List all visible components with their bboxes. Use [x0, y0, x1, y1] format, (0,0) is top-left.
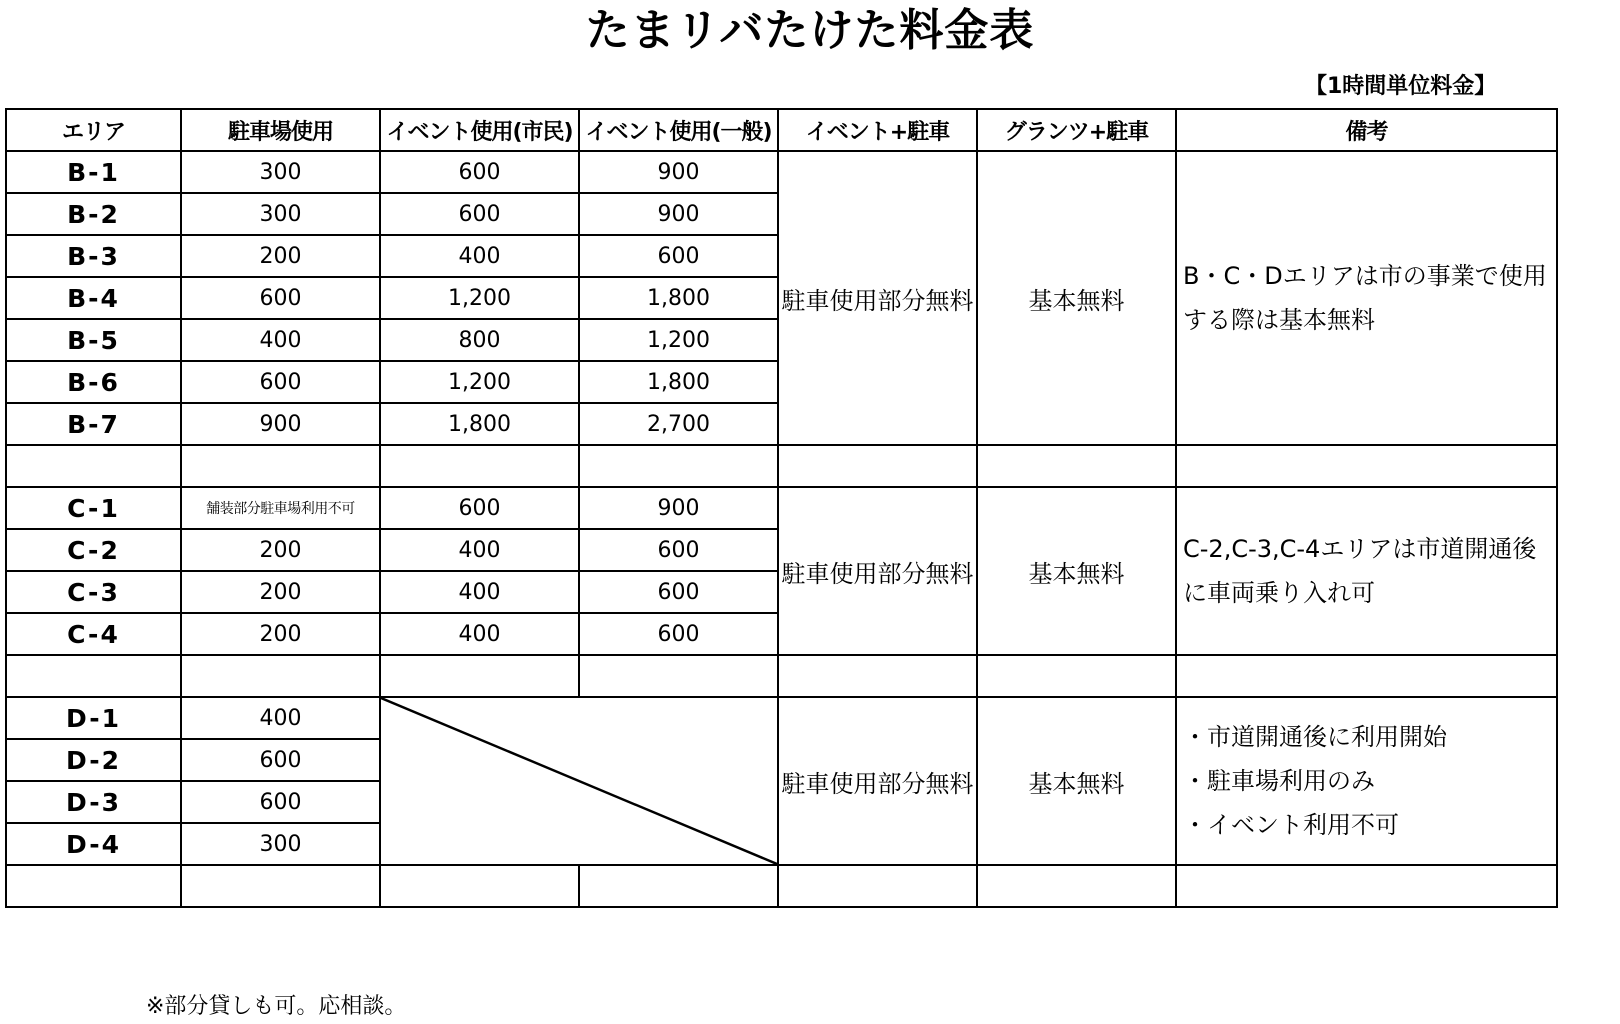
parking-cell: 200	[181, 529, 380, 571]
b-note-cell: B・C・Dエリアは市の事業で使用する際は基本無料	[1176, 151, 1557, 445]
parking-cell: 300	[181, 151, 380, 193]
area-cell: B-2	[6, 193, 181, 235]
c-grants-parking-cell: 基本無料	[977, 487, 1176, 655]
parking-cell: 400	[181, 319, 380, 361]
spacer-row	[6, 445, 1557, 487]
c-note-cell: C-2,C-3,C-4エリアは市道開通後に車両乗り入れ可	[1176, 487, 1557, 655]
area-cell: B-3	[6, 235, 181, 277]
empty-cell	[181, 655, 380, 697]
empty-cell	[778, 445, 977, 487]
event-citizen-cell: 400	[380, 613, 579, 655]
header-event-citizen: イベント使用(市民)	[380, 109, 579, 151]
event-general-cell: 900	[579, 193, 778, 235]
empty-cell	[579, 865, 778, 907]
list-item: ・イベント利用不可	[1183, 811, 1399, 839]
empty-cell	[579, 445, 778, 487]
event-citizen-cell: 400	[380, 529, 579, 571]
area-cell: B-5	[6, 319, 181, 361]
event-general-cell: 1,800	[579, 277, 778, 319]
area-cell: B-7	[6, 403, 181, 445]
table-row	[6, 151, 1557, 193]
empty-cell	[181, 445, 380, 487]
empty-cell	[380, 445, 579, 487]
header-area: エリア	[6, 109, 181, 151]
d-grants-parking-cell: 基本無料	[977, 697, 1176, 865]
event-general-cell: 600	[579, 613, 778, 655]
event-citizen-cell: 600	[380, 487, 579, 529]
empty-cell	[6, 655, 181, 697]
event-citizen-cell: 1,800	[380, 403, 579, 445]
parking-cell: 舗装部分駐車場利用不可	[181, 487, 380, 529]
parking-cell: 600	[181, 781, 380, 823]
list-item: ・駐車場利用のみ	[1183, 767, 1375, 795]
fee-table	[5, 108, 1558, 908]
event-citizen-cell: 800	[380, 319, 579, 361]
b-grants-parking-cell: 基本無料	[977, 151, 1176, 445]
list-item: ・市道開通後に利用開始	[1183, 723, 1447, 751]
event-general-cell: 600	[579, 529, 778, 571]
area-cell: C-1	[6, 487, 181, 529]
parking-cell: 600	[181, 277, 380, 319]
empty-cell	[380, 655, 579, 697]
event-general-cell: 2,700	[579, 403, 778, 445]
c-event-parking-cell: 駐車使用部分無料	[778, 487, 977, 655]
event-citizen-cell: 600	[380, 151, 579, 193]
empty-cell	[6, 865, 181, 907]
event-citizen-cell: 600	[380, 193, 579, 235]
header-grants-parking: グランツ+駐車	[977, 109, 1176, 151]
diagonal-slash	[381, 698, 777, 864]
area-cell: D-2	[6, 739, 181, 781]
empty-cell	[181, 865, 380, 907]
parking-cell: 200	[181, 613, 380, 655]
unit-note: 【1時間単位料金】	[1305, 74, 1497, 99]
page-title: たまリバたけた料金表	[585, 5, 1035, 56]
header-event-parking: イベント+駐車	[778, 109, 977, 151]
event-citizen-cell: 400	[380, 571, 579, 613]
event-citizen-cell: 400	[380, 235, 579, 277]
event-citizen-cell: 1,200	[380, 361, 579, 403]
not-applicable-cell	[380, 697, 778, 865]
empty-cell	[778, 865, 977, 907]
empty-cell	[1176, 445, 1557, 487]
footnote: ※部分貸しも可。応相談。	[146, 994, 407, 1019]
empty-cell	[977, 865, 1176, 907]
area-cell: B-4	[6, 277, 181, 319]
area-cell: C-2	[6, 529, 181, 571]
parking-cell: 300	[181, 823, 380, 865]
event-general-cell: 900	[579, 151, 778, 193]
header-notes: 備考	[1176, 109, 1557, 151]
area-cell: B-6	[6, 361, 181, 403]
area-cell: C-4	[6, 613, 181, 655]
area-cell: C-3	[6, 571, 181, 613]
event-general-cell: 1,200	[579, 319, 778, 361]
table-row	[6, 697, 1557, 739]
header-parking: 駐車場使用	[181, 109, 380, 151]
parking-cell: 300	[181, 193, 380, 235]
parking-cell: 200	[181, 235, 380, 277]
table-row	[6, 487, 1557, 529]
spacer-row	[6, 865, 1557, 907]
parking-cell: 900	[181, 403, 380, 445]
parking-cell: 600	[181, 361, 380, 403]
area-cell: D-1	[6, 697, 181, 739]
empty-cell	[1176, 865, 1557, 907]
empty-cell	[380, 865, 579, 907]
header-event-general: イベント使用(一般)	[579, 109, 778, 151]
empty-cell	[1176, 655, 1557, 697]
empty-cell	[6, 445, 181, 487]
event-citizen-cell: 1,200	[380, 277, 579, 319]
d-event-parking-cell: 駐車使用部分無料	[778, 697, 977, 865]
parking-cell: 400	[181, 697, 380, 739]
event-general-cell: 600	[579, 235, 778, 277]
area-cell: D-3	[6, 781, 181, 823]
area-cell: B-1	[6, 151, 181, 193]
header-row	[6, 109, 1557, 151]
empty-cell	[977, 655, 1176, 697]
parking-cell: 200	[181, 571, 380, 613]
d-note-cell	[1176, 697, 1557, 865]
d-note-list	[1183, 715, 1556, 847]
b-event-parking-cell: 駐車使用部分無料	[778, 151, 977, 445]
event-general-cell: 600	[579, 571, 778, 613]
area-cell: D-4	[6, 823, 181, 865]
event-general-cell: 1,800	[579, 361, 778, 403]
parking-cell: 600	[181, 739, 380, 781]
spacer-row	[6, 655, 1557, 697]
event-general-cell: 900	[579, 487, 778, 529]
empty-cell	[778, 655, 977, 697]
empty-cell	[579, 655, 778, 697]
empty-cell	[977, 445, 1176, 487]
